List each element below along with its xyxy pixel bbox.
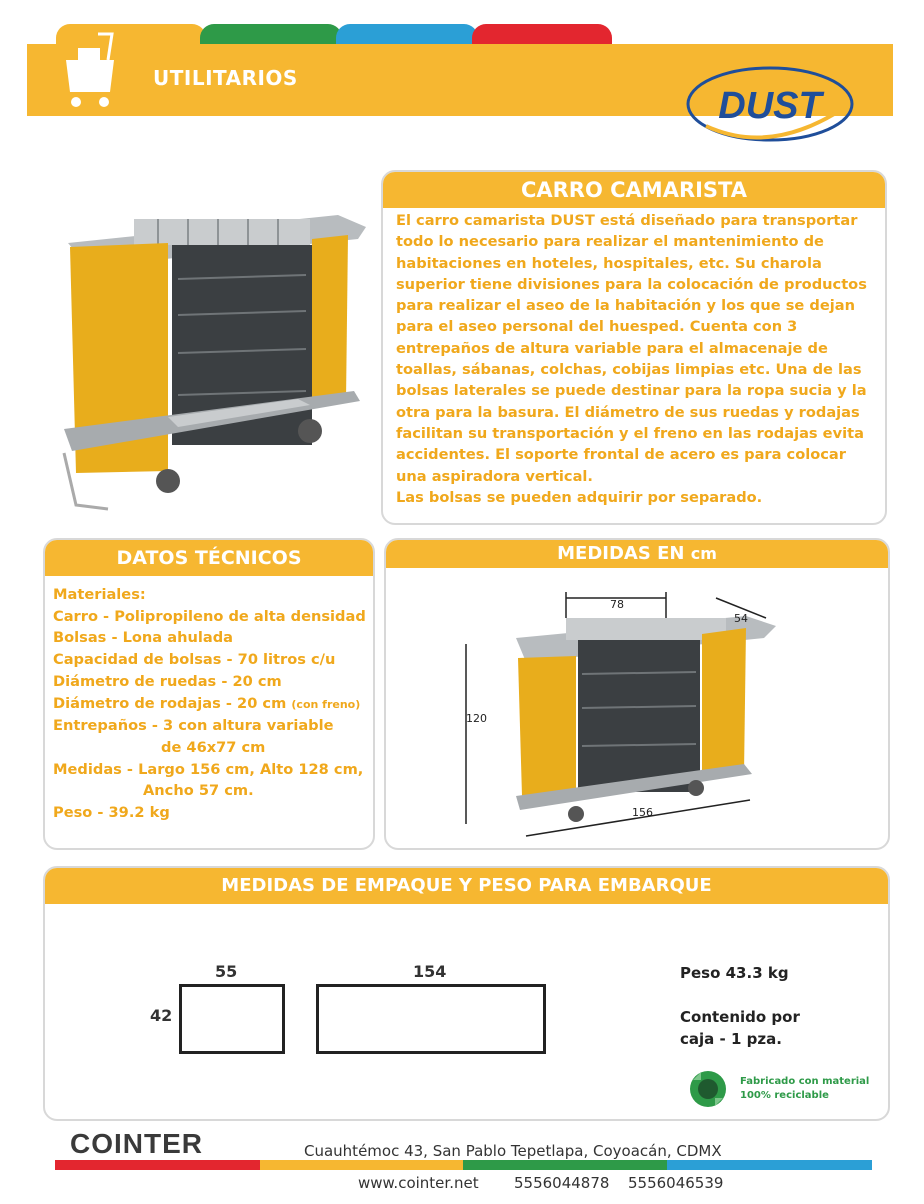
spec-materials-label: Materiales: [53, 586, 146, 603]
measure-height: 120 [466, 712, 487, 725]
box-height-label: 42 [150, 1006, 173, 1025]
spec-rodajas [53, 693, 375, 716]
box-small [179, 984, 285, 1054]
product-bags-note: Las bolsas se pueden adquirir por separado. [396, 488, 763, 506]
spec-line: Carro - Polipropileno de alta densidad [53, 607, 366, 625]
footer-strip-yellow [260, 1160, 463, 1170]
footer-phone-1: 5556044878 [514, 1174, 610, 1192]
recycle-text-2: 100% reciclable [740, 1090, 829, 1101]
packing-content-2: caja - 1 pza. [680, 1030, 782, 1048]
box-large [316, 984, 546, 1054]
technical-data-title: DATOS TÉCNICOS [116, 547, 302, 569]
packing-content-1: Contenido por [680, 1008, 800, 1026]
mop-bucket-icon [58, 30, 122, 110]
measure-depth: 54 [734, 612, 748, 625]
packing-header [45, 868, 888, 904]
measure-length: 156 [632, 806, 653, 819]
product-description [396, 210, 881, 508]
dust-logo-text: DUST [718, 85, 822, 127]
footer-strip-blue [667, 1160, 872, 1170]
measures-header [386, 540, 888, 568]
footer-strip-green [463, 1160, 667, 1170]
spec-medidas-ancho: Ancho 57 cm. [143, 782, 254, 800]
dust-logo [682, 60, 858, 146]
recycle-text-1: Fabricado con material [740, 1076, 870, 1087]
spec-rodajas-text: Diámetro de rodajas - 20 cm [53, 694, 287, 712]
footer-strip-red [55, 1160, 260, 1170]
footer-phone-2: 5556046539 [628, 1174, 724, 1192]
specs-list [53, 584, 375, 824]
spec-peso: Peso - 39.2 kg [53, 804, 170, 822]
page-category-title: UTILITARIOS [153, 66, 298, 90]
spec-rodajas-note: (con freno) [291, 697, 361, 711]
cart-product-image [48, 205, 370, 515]
box-large-width-label: 154 [413, 962, 447, 981]
footer-address: Cuauhtémoc 43, San Pablo Tepetlapa, Coyoacán, CDMX [304, 1142, 722, 1160]
footer-website[interactable]: www.cointer.net [358, 1174, 479, 1192]
recycle-icon [685, 1066, 731, 1112]
product-description-text: El carro camarista DUST está diseñado para transportar todo lo necesario para realizar el mantenimiento de habitaciones en hoteles, hospitales, etc. Su charola superior tiene divisiones para la colocación de productos para realizar el aseo de la habitación y los que se dejan para el aseo personal del huesped. Cuenta con 3 entrepaños de altura variable para el almacenaje de toallas, sábanas, colchas, cobijas limpias etc. Una de las bolsas laterales se puede destinar para la ropa sucia y la otra para la basura. El diámetro de sus ruedas y rodajas facilitan su transportación y el freno en las rodajas evita accidentes. El soporte frontal de acero es para colocar una aspiradora vertical. [396, 212, 867, 485]
description-panel-header [383, 172, 885, 208]
cart-measures-diagram [446, 578, 836, 840]
packing-title: MEDIDAS DE EMPAQUE Y PESO PARA EMBARQUE [221, 875, 712, 896]
spec-line: Diámetro de ruedas - 20 cm [53, 672, 282, 690]
measures-title: MEDIDAS EN [557, 543, 685, 564]
packing-panel [43, 866, 890, 1121]
measures-unit: cm [690, 544, 717, 563]
cointer-logo: COINTER [70, 1128, 203, 1159]
technical-data-panel [43, 538, 375, 850]
packing-weight: Peso 43.3 kg [680, 964, 789, 982]
box-small-width-label: 55 [215, 962, 238, 981]
spec-line: Bolsas - Lona ahulada [53, 629, 234, 647]
technical-data-header [45, 540, 373, 576]
description-panel [381, 170, 887, 525]
product-title: CARRO CAMARISTA [520, 178, 748, 202]
measure-width-top: 78 [610, 598, 624, 611]
spec-line: Capacidad de bolsas - 70 litros c/u [53, 651, 336, 669]
spec-entrepanos: Entrepaños - 3 con altura variable [53, 717, 334, 735]
spec-entrepanos-size: de 46x77 cm [161, 738, 266, 756]
measures-panel [384, 538, 890, 850]
spec-medidas: Medidas - Largo 156 cm, Alto 128 cm, [53, 760, 364, 778]
